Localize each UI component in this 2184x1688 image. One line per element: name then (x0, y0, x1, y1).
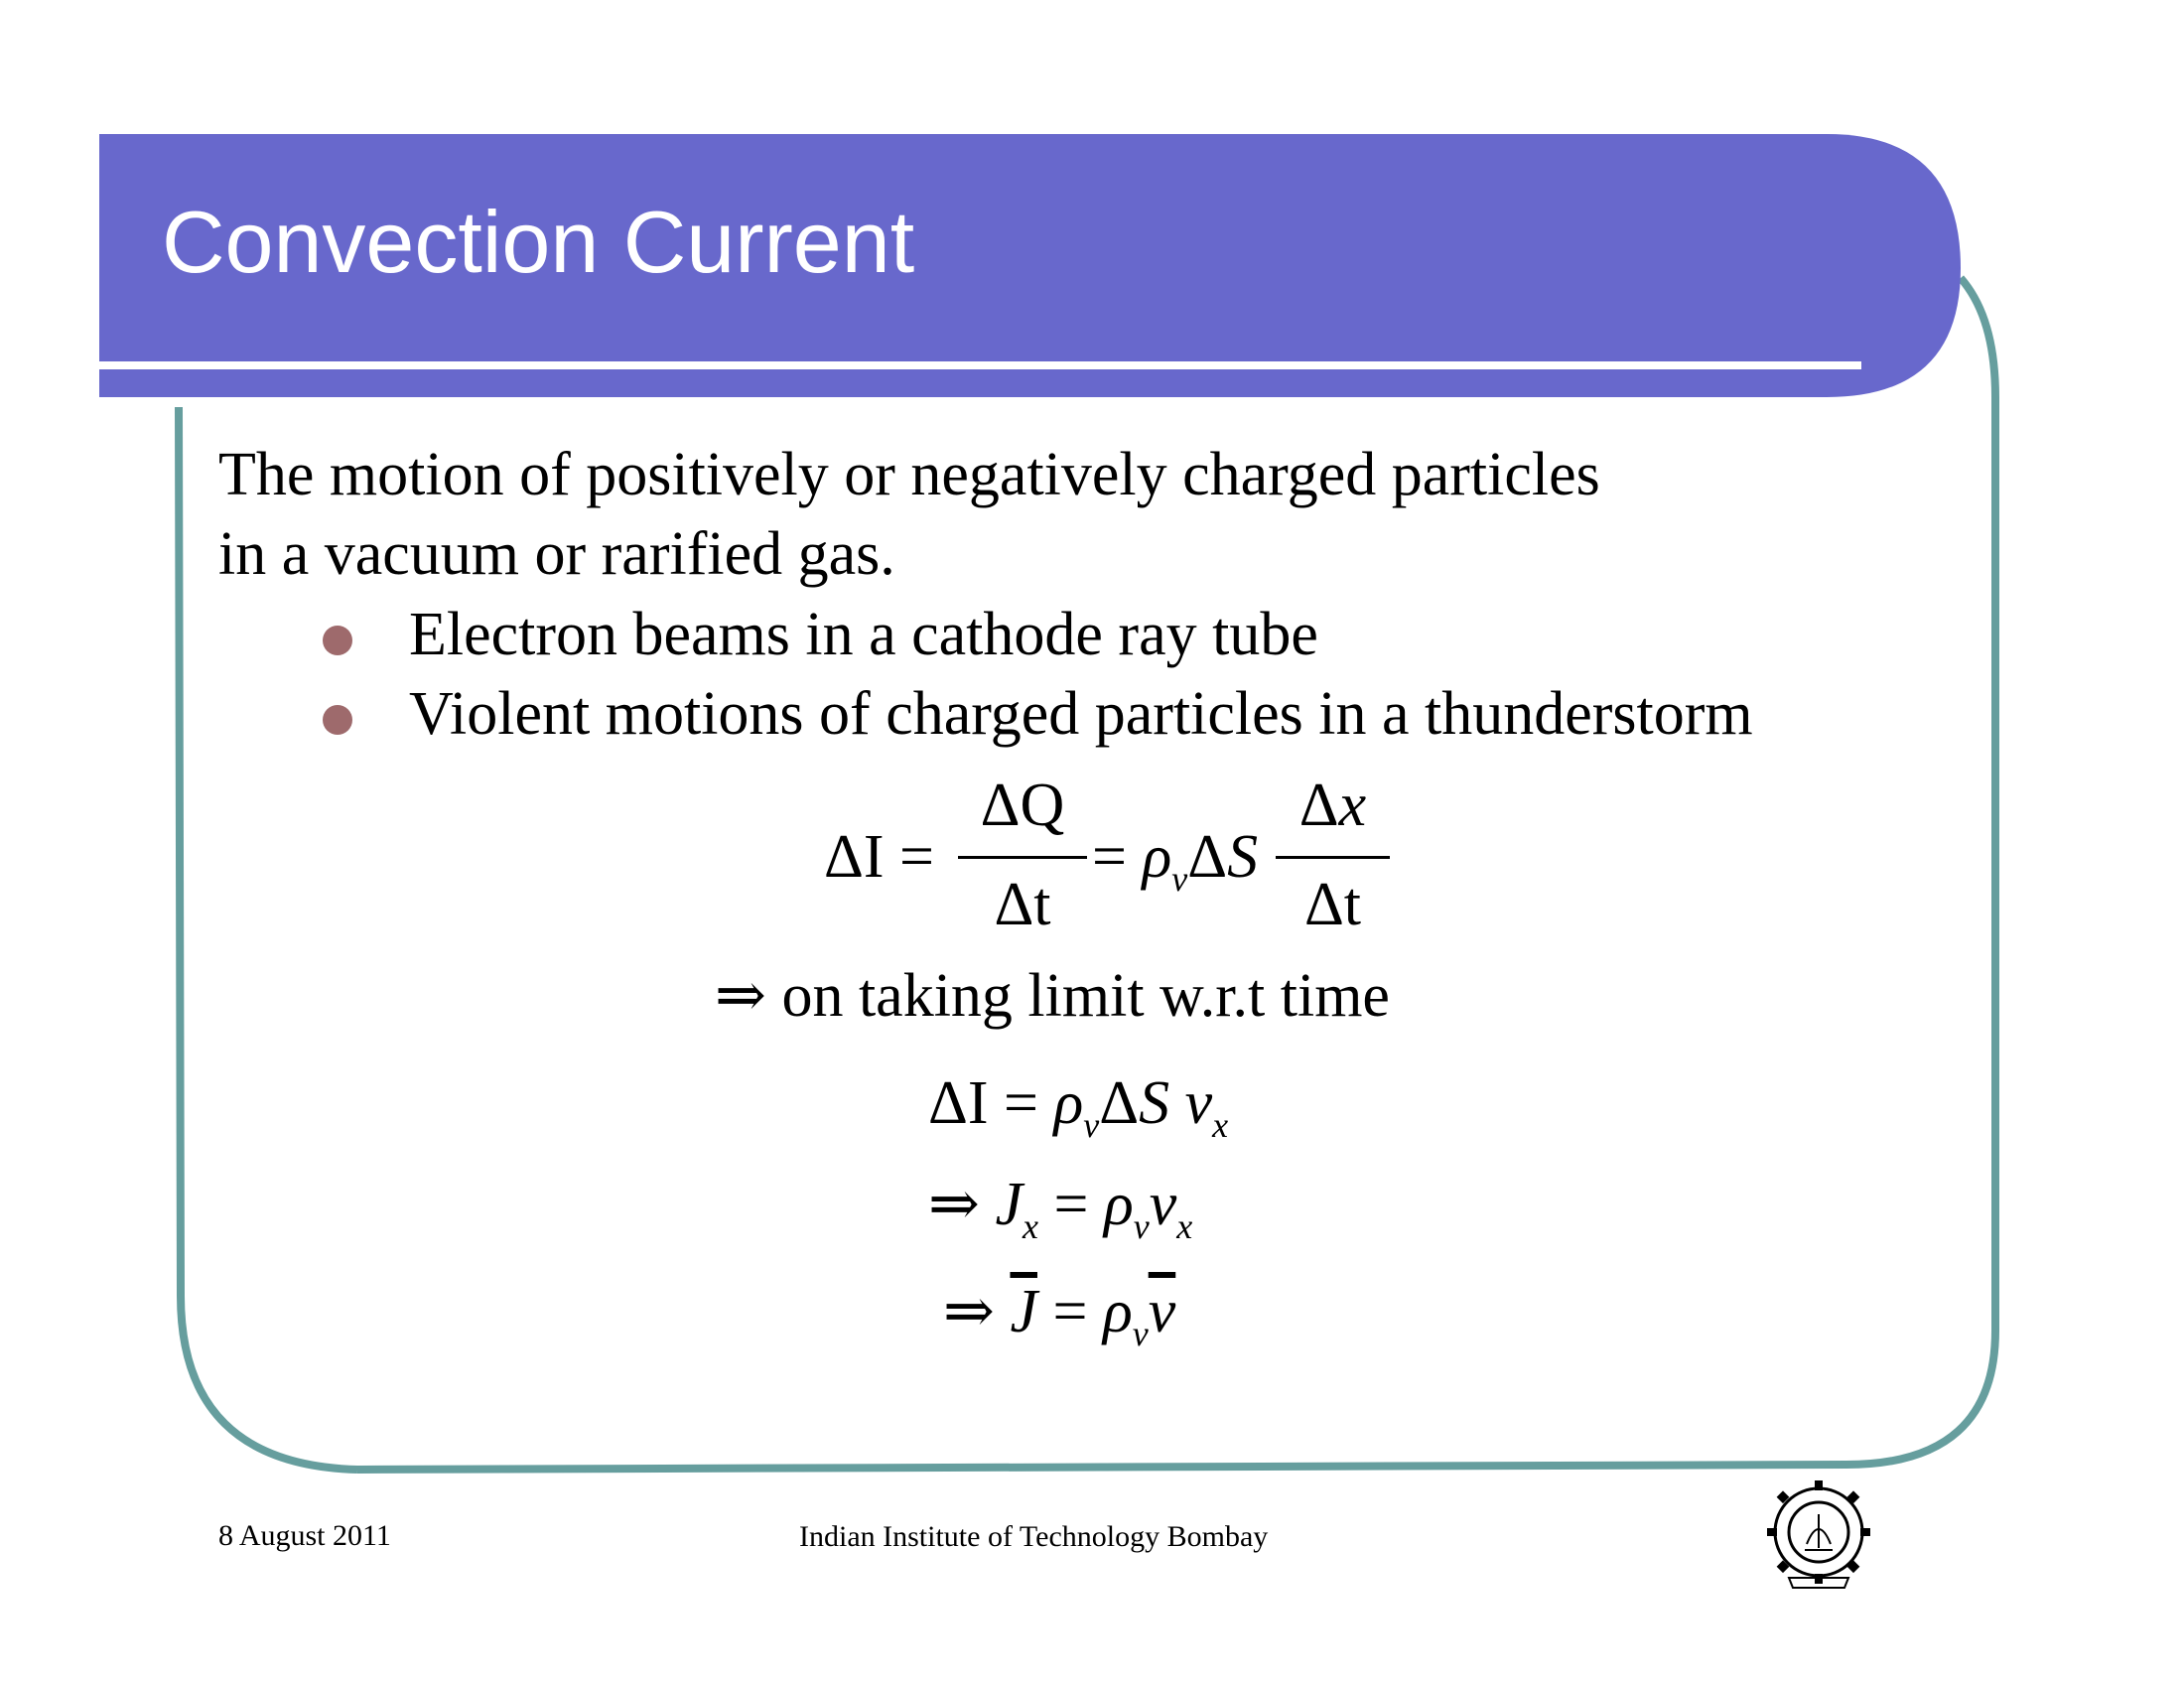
eq3-v-sub: x (1212, 1105, 1229, 1145)
eq4-rho: ρ (1103, 1171, 1134, 1238)
fraction-bar (1276, 856, 1390, 859)
bullet-label: Electron beams in a cathode ray tube (409, 601, 1318, 668)
eq1-lhs: ΔI = (824, 823, 934, 891)
header-divider (99, 361, 1861, 369)
eq1-frac1-numerator: ΔQ (980, 772, 1065, 839)
eq3-rho-sub: v (1083, 1105, 1100, 1145)
equation-current-density-x (928, 1171, 1193, 1246)
eq3-rho: ρ (1053, 1069, 1084, 1137)
bullet-dot-icon (323, 626, 352, 655)
fraction-bar (958, 856, 1087, 859)
eq3-v: v (1184, 1069, 1213, 1137)
equation-limit-text: ⇒ on taking limit w.r.t time (715, 962, 1390, 1030)
eq1-fraction-charge (958, 774, 1087, 943)
bullet-label: Violent motions of charged particles in a thunderstorm (409, 680, 1753, 748)
equation-current-velocity (928, 1069, 1229, 1145)
eq5-arrow: ⇒ (943, 1278, 1011, 1345)
eq5-rho: ρ (1102, 1278, 1133, 1345)
eq4-equals: = (1037, 1171, 1104, 1238)
eq4-rho-sub: v (1133, 1206, 1150, 1246)
content-border (1961, 278, 1995, 1301)
eq4-j-sub: x (1022, 1206, 1038, 1246)
eq4-j: J (995, 1171, 1023, 1238)
eq1-middle (1092, 823, 1259, 899)
eq1-delta-s: ΔS (1187, 823, 1259, 891)
bullet-dot-icon (323, 705, 352, 735)
equation-current-increment (824, 774, 1380, 943)
eq3-delta-s: ΔS (1099, 1069, 1170, 1137)
content-border-bottom-right (357, 1291, 1995, 1470)
intro-line-2: in a vacuum or rarified gas. (218, 520, 895, 588)
equation-current-density-vector (943, 1278, 1176, 1353)
iit-bombay-logo-icon (1759, 1475, 1878, 1594)
eq5-rho-sub: v (1132, 1314, 1149, 1353)
footer-institution: Indian Institute of Technology Bombay (799, 1520, 1269, 1553)
eq5-v: $\overline{v}$ (1148, 1278, 1176, 1345)
eq1-rho-sub: v (1171, 859, 1188, 899)
eq3-lhs: ΔI = (928, 1069, 1054, 1137)
eq5-j: $\overline{J}$ (1010, 1278, 1037, 1345)
eq1-frac1-denominator: Δt (994, 871, 1051, 938)
footer-date: 8 August 2011 (218, 1519, 391, 1552)
eq4-v-sub: x (1176, 1206, 1193, 1246)
eq4-arrow: ⇒ (928, 1171, 996, 1238)
slide-title: Convection Current (162, 193, 915, 291)
eq1-frac2-denominator: Δt (1303, 871, 1362, 938)
eq5-equals: = (1036, 1278, 1103, 1345)
intro-line-1: The motion of positively or negatively charged particles (218, 441, 1600, 508)
eq1-equals: = (1092, 823, 1127, 891)
eq1-frac2-numerator: Δx (1298, 772, 1367, 839)
eq1-fraction-velocity (1276, 774, 1390, 943)
eq4-v: v (1149, 1171, 1177, 1238)
eq1-rho: ρ (1142, 823, 1172, 891)
